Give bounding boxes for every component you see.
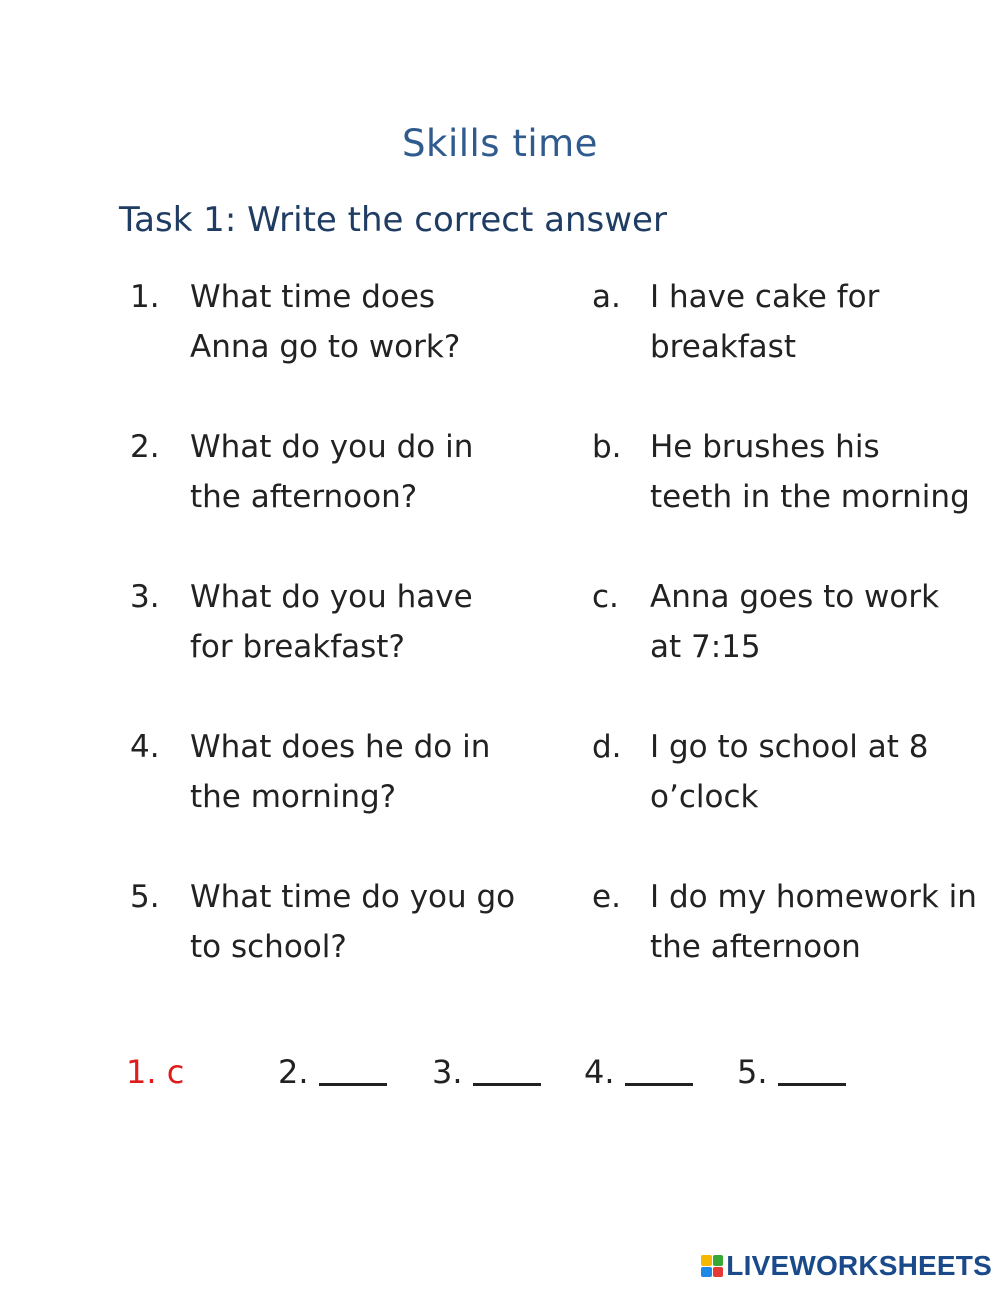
- question-number: 5.: [130, 879, 160, 915]
- option-line: the afternoon: [650, 929, 861, 965]
- liveworksheets-logo-icon: [701, 1255, 723, 1277]
- option-letter: a.: [592, 279, 621, 315]
- question-line: the morning?: [190, 779, 397, 815]
- option-line: teeth in the morning: [650, 479, 970, 515]
- answer-slot: [432, 1049, 541, 1095]
- answer-slot: [584, 1049, 693, 1095]
- answer-blank-3[interactable]: [473, 1049, 541, 1086]
- option-line: o’clock: [650, 779, 759, 815]
- answer-number: 4.: [584, 1053, 615, 1091]
- question-line: for breakfast?: [190, 629, 405, 665]
- question-line: What do you do in: [190, 429, 474, 465]
- question-number: 2.: [130, 429, 160, 465]
- logo-square-icon: [701, 1255, 712, 1266]
- option-text: [650, 422, 1000, 522]
- question-text: [190, 572, 570, 672]
- task-instruction: Task 1: Write the correct answer: [119, 200, 667, 240]
- question-line: What do you have: [190, 579, 473, 615]
- option-letter: d.: [592, 729, 622, 765]
- liveworksheets-logo: [701, 1249, 992, 1283]
- option-line: breakfast: [650, 329, 796, 365]
- option-line: He brushes his: [650, 429, 880, 465]
- answer-row: [0, 1049, 1000, 1099]
- question-text: [190, 422, 570, 522]
- example-answer: 1. c: [126, 1053, 185, 1091]
- answer-blank-5[interactable]: [778, 1049, 846, 1086]
- option-text: [650, 272, 1000, 372]
- question-number: 1.: [130, 279, 160, 315]
- option-line: I go to school at 8: [650, 729, 929, 765]
- question-line: the afternoon?: [190, 479, 418, 515]
- answer-slot: [278, 1049, 387, 1095]
- option-line: I do my homework in: [650, 879, 977, 915]
- option-line: Anna goes to work: [650, 579, 940, 615]
- option-text: [650, 722, 1000, 822]
- answer-number: 5.: [737, 1053, 768, 1091]
- option-text: [650, 872, 1000, 972]
- option-letter: e.: [592, 879, 621, 915]
- logo-square-icon: [713, 1267, 724, 1278]
- option-letter: c.: [592, 579, 619, 615]
- answer-blank-4[interactable]: [625, 1049, 693, 1086]
- question-line: What time do you go: [190, 879, 516, 915]
- question-text: [190, 722, 570, 822]
- question-number: 4.: [130, 729, 160, 765]
- question-line: What does he do in: [190, 729, 491, 765]
- question-text: [190, 872, 570, 972]
- option-letter: b.: [592, 429, 622, 465]
- question-line: What time does: [190, 279, 436, 315]
- question-line: to school?: [190, 929, 347, 965]
- answer-number: 3.: [432, 1053, 463, 1091]
- brand-name: LIVEWORKSHEETS: [726, 1250, 992, 1281]
- option-line: at 7:15: [650, 629, 761, 665]
- answer-number: 2.: [278, 1053, 309, 1091]
- option-line: I have cake for: [650, 279, 880, 315]
- question-number: 3.: [130, 579, 160, 615]
- logo-square-icon: [701, 1267, 712, 1278]
- answer-blank-2[interactable]: [319, 1049, 387, 1086]
- answer-slot: [737, 1049, 846, 1095]
- logo-square-icon: [713, 1255, 724, 1266]
- question-text: [190, 272, 570, 372]
- question-line: Anna go to work?: [190, 329, 461, 365]
- option-text: [650, 572, 1000, 672]
- worksheet-title: Skills time: [402, 122, 598, 165]
